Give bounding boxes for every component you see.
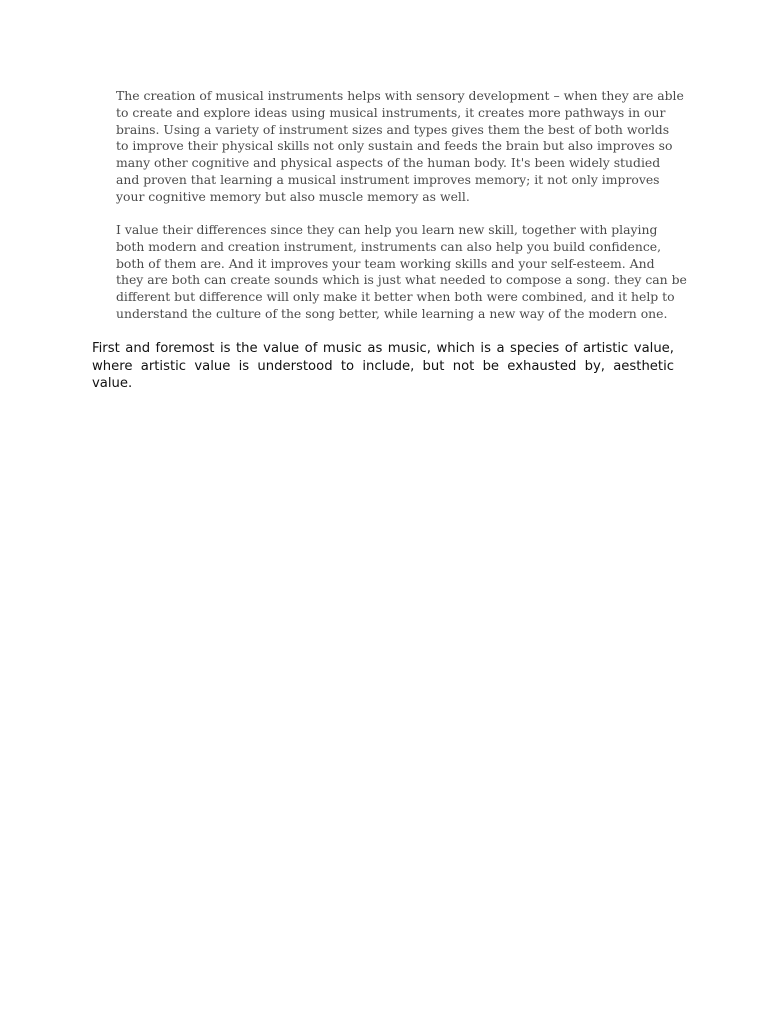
text-line: your cognitive memory but also muscle memory as well. — [116, 188, 470, 204]
text-line: both modern and creation instrument, instruments can also help you build confidence, — [116, 238, 662, 254]
text-line: they are both can create sounds which is just what needed to compose a song. they can be — [116, 272, 687, 288]
paragraph-artistic-value — [92, 340, 674, 393]
text-line: where artistic value is understood to include, but not be exhausted by, aesthetic — [92, 358, 674, 374]
text-line: I value their differences since they can help you learn new skill, together with playing — [116, 222, 658, 237]
text-line: value. — [92, 376, 133, 392]
text-line: understand the culture of the song better, while learning a new way of the modern one. — [116, 305, 668, 321]
text-line: to create and explore ideas using musical instruments, it creates more pathways in our — [116, 104, 666, 120]
text-line: to improve their physical skills not only sustain and feeds the brain but also improves so — [116, 138, 673, 154]
text-line: and proven that learning a musical instrument improves memory; it not only improves — [116, 171, 660, 187]
paragraph-instrument-creation — [116, 88, 684, 206]
text-line: brains. Using a variety of instrument sizes and types gives them the best of both worlds — [116, 121, 670, 137]
text-line: different but difference will only make it better when both were combined, and it help to — [116, 289, 675, 305]
paragraph-value-differences — [116, 222, 687, 323]
text-line: The creation of musical instruments helps with sensory development – when they are able — [116, 88, 684, 103]
text-line: many other cognitive and physical aspects of the human body. It's been widely studied — [116, 155, 661, 171]
text-line: First and foremost is the value of music as music, which is a species of artistic value, — [92, 341, 674, 356]
text-line: both of them are. And it improves your team working skills and your self-esteem. And — [116, 255, 655, 271]
